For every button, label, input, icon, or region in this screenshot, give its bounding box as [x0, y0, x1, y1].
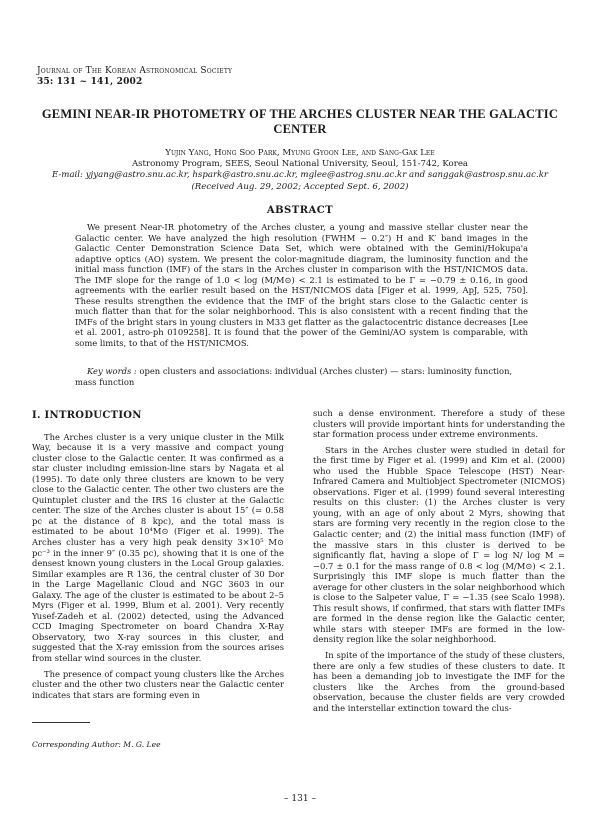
affiliation: Astronomy Program, SEES, Seoul National University, Seoul, 151-742, Korea — [131, 159, 469, 170]
keywords-label: Key words : — [87, 366, 137, 376]
footnote-rule — [32, 722, 90, 723]
section-heading: I. INTRODUCTION — [32, 410, 142, 421]
email-label: E-mail: — [51, 170, 83, 181]
paragraph: such a dense environment. Therefore a study of these clusters will provide important hints for understanding the star formation process under extreme environments. — [313, 408, 565, 440]
left-column — [32, 408, 284, 700]
abstract-text: We present Near-IR photometry of the Arches cluster, a young and massive stellar cluster near the Galactic center. We have analyzed the high resolution (FWHM ~ 0.2″) H and K′ band images in the Galactic Center Demonstration Science Data Set, which were obtained with the Gemini/Hokupa'a adaptive optics (AO) system. We present the color-magnitude diagram, the luminosity function and the initial mass function (IMF) of the stars in the Arches cluster in comparison with the HST/NICMOS data. The IMF slope for the range of 1.0 < log (M/M⊙) < 2.1 is estimated to be Γ = −0.79 ± 0.16, in good agreements with the earlier result based on the HST/NICMOS data [Figer et al. 1999, ApJ, 525, 750]. These results strengthen the evidence that the IMF of the bright stars close to the Galactic center is much flatter than that for the solar neighborhood. This is also consistent with a recent finding that the IMFs of the bright stars in young clusters in M33 get flatter as the galactocentric distance decreases [Lee et al. 2001, astro-ph 0109258]. It is found that the power of the Gemini/AO system is comparable, with some limits, to that of the HST/NICMOS. — [75, 222, 528, 348]
journal-volume: 35: 131 ~ 141, 2002 — [37, 77, 143, 87]
paragraph: Stars in the Arches cluster were studied in detail for the first time by Figer et al. (1999) and Kim et al. (2000) who used the Hubble Space Telescope (HST) Near-Infrared Camera and Multiobject Spectrometer (NICMOS) observations. Figer et al. (1999) found several interesting results on this cluster: (1) the Arches cluster is very young, with an age of only about 2 Myrs, showing that stars are forming very recently in the region close to the Galactic center; and (2) the initial mass function (IMF) of the massive stars in this cluster is derived to be significantly flat, having a slope of Γ = log N/ log M = −0.7 ± 0.1 for the mass range of 0.8 < log (M/M⊙) < 2.1. Surprisingly this IMF slope is much flatter than the average for other clusters in the solar neighborhood which is close to the Salpeter value, Γ = −1.35 (see Scalo 1998). This result shows, if confirmed, that stars with flatter IMFs are formed in the dense region like the Galactic center, while stars with steeper IMFs are formed in the low-density region like the solar neighborhood. — [313, 444, 565, 645]
paper-title: GEMINI NEAR-IR PHOTOMETRY OF THE ARCHES CLUSTER NEAR THE GALACTIC CENTER — [41, 107, 559, 136]
page-number: – 131 – — [284, 794, 316, 804]
paragraph: The presence of compact young clusters like the Arches cluster and the other two clusters near the Galactic center indicates that stars are forming even in — [32, 668, 284, 700]
keywords-text: open clusters and associations: individual (Arches cluster) — stars: luminosity function, mass function — [75, 366, 513, 387]
corresponding-author: Corresponding Author: M. G. Lee — [32, 740, 161, 749]
email-addresses: yjyang@astro.snu.ac.kr, hspark@astro.snu.ac.kr, mglee@astrog.snu.ac.kr and sanggak@astrosp.snu.ac.kr — [85, 170, 549, 181]
email-line — [30, 170, 570, 181]
received-dates: (Received Aug. 29, 2002; Accepted Sept. 6, 2002) — [191, 181, 409, 192]
keywords — [75, 366, 515, 387]
abstract-heading: ABSTRACT — [266, 205, 334, 216]
author-block — [30, 148, 570, 193]
paragraph: The Arches cluster is a very unique cluster in the Milk Way, because it is a very massive and compact young cluster close to the Galactic center. It was confirmed as a star cluster including emission-line stars by Nagata et al (1995). To date only three clusters are known to be very close to the Galactic center. The other two clusters are the Quintuplet cluster and the IRS 16 cluster at the Galactic center. The size of the Arches cluster is about 15″ (= 0.58 pc at the distance of 8 kpc), and the total mass is estimated to be about 10⁴M⊙ (Figer et al. 1999). The Arches cluster has a very high peak density 3×10⁵ M⊙ pc⁻³ in the inner 9″ (0.35 pc), showing that it is one of the densest known young clusters in the Local Group galaxies. Similar examples are R 136, the central cluster of 30 Dor in the Large Magellanic Cloud and NGC 3603 in our Galaxy. The age of the cluster is estimated to be about 2–5 Myrs (Figer et al. 1999, Blum et al. 2001). Very recently Yusef-Zadeh et al. (2002) detected, using the Advanced CCD Imaging Spectrometer on board Chandra X-Ray Observatory, two X-ray sources in this cluster, and suggested that the X-ray emission from the sources arises from stellar wind sources in the cluster. — [32, 431, 284, 664]
right-column — [313, 408, 565, 713]
footnote — [32, 740, 161, 749]
journal-name: Journal of The Korean Astronomical Society — [37, 66, 233, 76]
author-list: Yujin Yang, Hong Soo Park, Myung Gyoon Lee, and Sang-Gak Lee — [165, 148, 435, 158]
paragraph: In spite of the importance of the study of these clusters, there are only a few studies of these clusters to date. It has been a demanding job to investigate the IMF for the clusters like the Arches from the ground-based observation, because the cluster fields are very crowded and the interstellar extinction toward the clus- — [313, 650, 565, 713]
journal-header — [37, 66, 232, 88]
